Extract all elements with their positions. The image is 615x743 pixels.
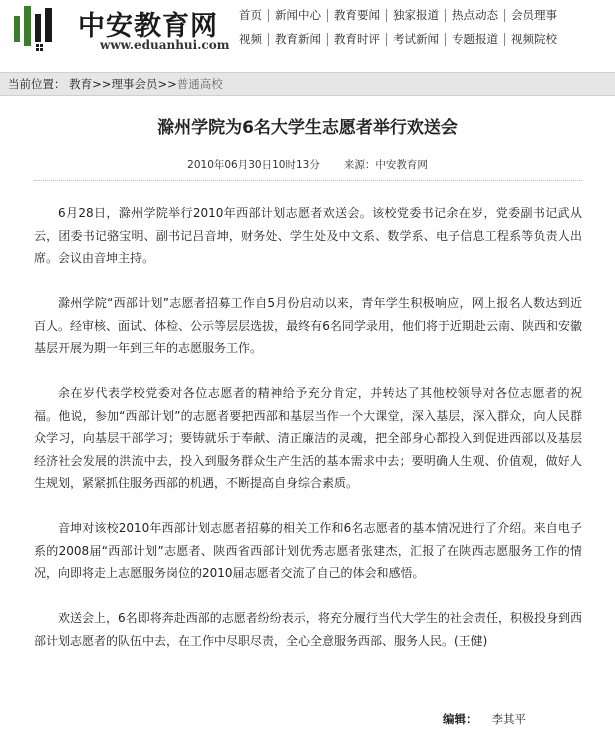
nav-item-video-schools[interactable]: 视频院校: [511, 32, 557, 46]
nav-item-hot-topics[interactable]: 热点动态: [446, 9, 505, 22]
nav-item-edu-news[interactable]: 教育新闻: [269, 33, 328, 46]
breadcrumb-separator: >>: [92, 77, 112, 91]
nav-item-special-reports[interactable]: 专题报道: [446, 33, 505, 46]
article-date: 2010年06月30日10时13分: [187, 159, 320, 171]
breadcrumb-label: 当前位置：: [8, 77, 66, 91]
nav-item-members[interactable]: 会员理事: [511, 8, 557, 22]
nav-item-edu-commentary[interactable]: 教育时评: [328, 33, 387, 46]
breadcrumb: [0, 72, 615, 96]
article-meta: [0, 157, 615, 172]
source-label: 来源：: [343, 159, 376, 171]
divider: [34, 180, 582, 181]
article-body: [34, 202, 582, 675]
nav-item-home[interactable]: 首页: [233, 9, 269, 22]
article-paragraph: 音坤对该校2010年西部计划志愿者招募的相关工作和6名志愿者的基本情况进行了介绍。来自电子系的2008届“西部计划”志愿者、陕西省西部计划优秀志愿者张建杰，汇报了在陕西志愿服务工作的情况，向即将走上志愿服务岗位的2010届志愿者交流了自己的体会和感悟。: [34, 521, 582, 580]
article-source[interactable]: 中安教育网: [375, 159, 428, 171]
article-paragraph: 欢送会上，6名即将奔赴西部的志愿者纷纷表示，将充分履行当代大学生的社会责任，积极投身到西部计划志愿者的队伍中去，在工作中尽职尽责，全心全意服务西部、服务人民。(王健): [34, 611, 582, 648]
article-paragraph: 余在岁代表学校党委对各位志愿者的精神给予充分肯定，并转达了其他校领导对各位志愿者的祝福。他说，参加“西部计划”的志愿者要把西部和基层当作一个大课堂，深入基层，深入群众，向人民群众学习，向基层干部学习；要铸就乐于奉献、清正廉洁的灵魂，把全部身心都投入到促进西部以及基层经济社会发展的洪流中去，投入到服务群众生产生活的基本需求中去；要明确人生观、价值观，做好人生规划，紧紧抓住服务西部的机遇，不断提高自身综合素质。: [34, 386, 582, 490]
editor-name: 李其平: [491, 712, 526, 726]
logo-title: 中安教育网: [78, 11, 218, 42]
nav-item-exam-news[interactable]: 考试新闻: [387, 33, 446, 46]
breadcrumb-separator: >>: [157, 77, 177, 91]
nav-item-exclusive[interactable]: 独家报道: [387, 9, 446, 22]
nav-item-edu-headlines[interactable]: 教育要闻: [328, 9, 387, 22]
nav-row-secondary: [233, 32, 563, 52]
article-title: 滁州学院为6名大学生志愿者举行欢送会: [157, 118, 458, 138]
site-header: [0, 0, 615, 62]
site-logo[interactable]: [8, 2, 228, 58]
logo-url: www.eduanhui.com: [100, 38, 230, 52]
article-editor: [443, 711, 526, 727]
breadcrumb-item-members[interactable]: 理事会员: [111, 77, 158, 91]
article-paragraph: 滁州学院“西部计划”志愿者招募工作自5月份启动以来，青年学生积极响应，网上报名人数达到近百人。经审核、面试、体检、公示等层层选拔，最终有6名同学录用，他们将于近期赴云南、陕西和安徽基层开展为期一年到三年的志愿服务工作。: [34, 296, 582, 355]
nav-item-video[interactable]: 视频: [233, 33, 269, 46]
nav-item-news-center[interactable]: 新闻中心: [269, 9, 328, 22]
breadcrumb-item-current[interactable]: 普通高校: [176, 77, 223, 91]
breadcrumb-item-education[interactable]: 教育: [69, 77, 93, 91]
eduanhui-logo-icon: [8, 4, 68, 54]
article-paragraph: 6月28日，滁州学院举行2010年西部计划志愿者欢送会。该校党委书记余在岁，党委副书记武从云，团委书记骆宝明、副书记吕音坤，财务处、学生处及中文系、数学系、电子信息工程系等负责人出席。会议由音坤主持。: [34, 206, 582, 265]
editor-label: 编辑：: [443, 712, 478, 726]
nav-row-primary: [233, 8, 563, 28]
